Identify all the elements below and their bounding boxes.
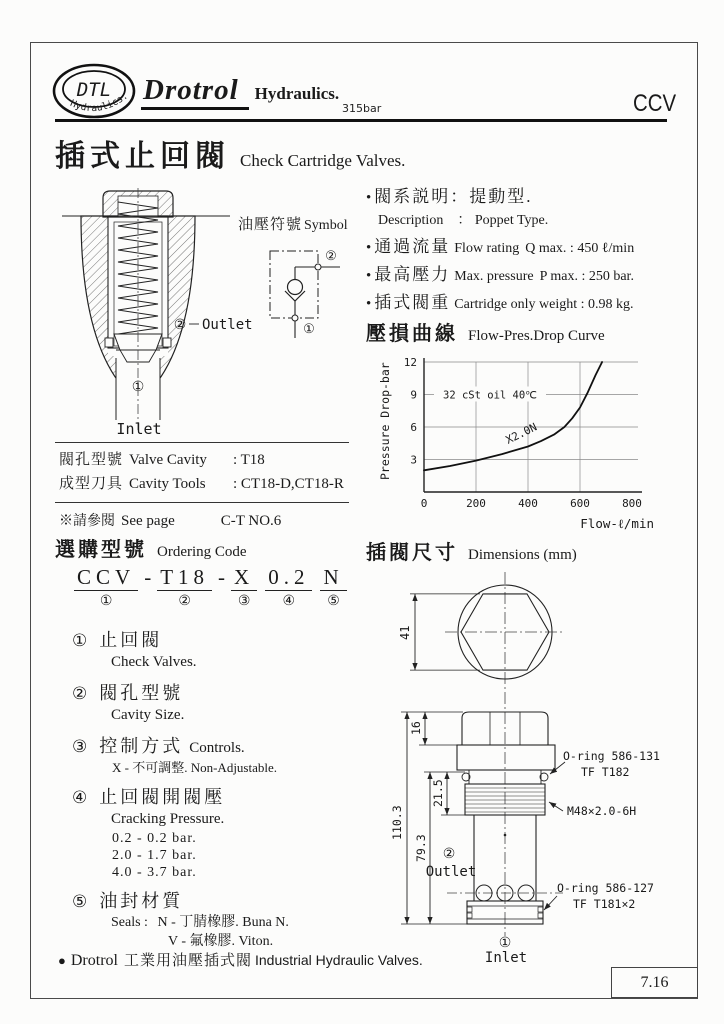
seal-n: N - 丁腈橡膠. Buna N. [157,915,289,930]
inlet-label: Inlet [484,950,528,964]
outlet-port-number: ② [442,846,456,862]
cavity-row2-zh: 成型刀具 [59,476,124,492]
spec-weight-zh: 插式閥重 [374,293,451,312]
spec-description [366,182,694,207]
item-5-num: ⑤ [72,892,88,911]
spec-weight [366,288,694,313]
cavity-row1-value: : T18 [233,452,265,468]
ordering-legend [72,620,372,951]
cavity-rows [55,442,349,503]
page-title-en: Check Cartridge Valves. [240,151,406,170]
brand-row [141,74,339,110]
brand-name: Drotrol [141,74,249,110]
code-dash: - [218,565,226,589]
item-2-num: ② [72,684,88,703]
item-2-en: Cavity Size. [111,707,185,723]
header-rule [55,119,667,122]
code-seg-2: T18 [157,565,212,591]
code-segment [74,565,138,610]
code-seg-5: N [320,565,346,591]
cavity-row2-value: : CT18-D,CT18-R [233,476,344,492]
check-valve-symbol [250,238,355,346]
dim-41: 41 [398,625,412,640]
symbol-port-1: ① [303,322,315,337]
spec-description-en [378,209,694,229]
bullet-icon: • [366,240,372,256]
bullet-icon: • [366,296,372,312]
ordering-title-en: Ordering Code [157,544,247,560]
oring-top-label-2: TF T182 [581,765,630,779]
item-1-zh: 止回閥 [99,630,163,650]
list-item [72,679,372,705]
symbol-title-en: Symbol [304,218,348,233]
cavity-row1-zh: 閥孔型號 [59,452,124,468]
pressure-rating-note: 315bar [342,102,382,115]
code-seg-3: X [231,565,257,591]
item-1-num: ① [72,631,88,650]
spec-pressure [366,260,694,285]
code-segment [157,565,212,610]
code-seg-3-num: ③ [237,594,251,609]
list-item [72,732,372,758]
dim-21-5: 21.5 [431,779,445,807]
spec-pressure-zh: 最高壓力 [374,265,451,284]
spec-weight-value: Cartridge only weight : 0.98 kg. [454,297,634,312]
item-3-num: ③ [72,737,88,756]
dims-title-zh: 插閥尺寸 [366,542,458,564]
inlet-port-number: ① [498,935,512,951]
see-page-value: C-T NO.6 [220,513,282,529]
outlet-label: Outlet [425,864,477,880]
page-title [55,131,405,175]
spec-description-en-label: Description [378,213,444,228]
bullet-icon: ● [58,953,66,968]
footer-brand: Drotrol [70,952,118,969]
product-code: CCV [633,90,677,117]
spec-description-zh: 閥系説明：提動型. [374,187,533,206]
inlet-port-number: ① [131,379,145,395]
seal-v: V - 氟橡膠. Viton. [168,934,274,949]
code-segment [231,565,257,610]
thread-spec-label: M48×2.0-6H [567,804,637,818]
svg-text:9: 9 [410,388,417,402]
cavity-row2-en: Cavity Tools [129,476,206,492]
item-4-zh: 止回閥開閥壓 [99,787,226,807]
cracking-option-3: 4.0 - 3.7 bar. [112,865,197,880]
page-number: 7.16 [611,967,698,998]
flow-pressure-drop-chart [372,352,690,532]
code-seg-4-num: ④ [282,594,296,609]
oring-top-label-1: O-ring 586-131 [563,749,660,763]
svg-text:32 cSt oil 40℃: 32 cSt oil 40℃ [443,389,537,402]
curve-title-en: Flow-Pres.Drop Curve [468,328,605,344]
outlet-label: Outlet [202,317,253,333]
cracking-option-1: 0.2 - 0.2 bar. [112,831,197,846]
code-segment [320,565,346,610]
bullet-icon: • [366,268,372,284]
list-item [72,783,372,809]
spec-pressure-en: Max. pressure [454,269,534,284]
logo-abbr-text: DTL [76,79,112,101]
footer-zh: 工業用油壓插式閥 [123,953,252,969]
spec-flow [366,232,694,257]
svg-text:400: 400 [518,497,538,510]
footer-en: Industrial Hydraulic Valves. [254,952,423,968]
page-title-zh: 插式止回閥 [55,140,230,173]
oring-bottom-label-1: O-ring 586-127 [557,881,654,895]
code-seg-4: 0.2 [265,565,312,591]
svg-text:3: 3 [410,453,417,467]
cavity-row1-en: Valve Cavity [129,452,207,468]
ordering-title-zh: 選購型號 [55,539,147,561]
spec-pressure-value: P max. : 250 bar. [539,269,634,284]
cracking-option-2: 2.0 - 1.7 bar. [112,848,197,863]
cartridge-dimension-drawing [385,562,697,964]
code-segment [265,565,312,610]
item-5-zh: 油封材質 [99,891,184,911]
table-row [59,448,349,472]
dim-110-3: 110.3 [390,805,404,840]
curve-section-title [366,317,605,346]
svg-text:600: 600 [570,497,590,510]
outlet-port-number: ② [173,317,187,333]
logo-sub-text: Hydraulics. [68,90,131,115]
dims-title-en: Dimensions (mm) [468,547,577,563]
dimensions-section-title [366,536,577,565]
item-3-en: Controls. [189,740,245,756]
brand-suffix: Hydraulics. [254,84,340,103]
table-row [59,472,349,496]
code-seg-1: CCV [74,565,138,591]
symbol-port-2: ② [325,249,337,264]
list-item [72,887,372,913]
code-seg-2-num: ② [178,594,191,609]
svg-text:800: 800 [622,497,642,510]
ordering-code [70,565,351,610]
oring-bottom-label-2: TF T181×2 [573,897,636,911]
list-item [72,626,372,652]
x-axis-label: Flow-ℓ/min [580,516,654,531]
dim-16: 16 [409,721,423,735]
svg-text:0: 0 [420,497,428,510]
ordering-section-title [55,533,247,562]
seals-label: Seals : [111,915,148,930]
see-page-note [55,503,349,530]
valve-cross-section-drawing [52,188,257,440]
spec-flow-value: Q max. : 450 ℓ/min [525,241,635,256]
svg-text:6: 6 [410,421,417,434]
dtl-logo [50,63,138,123]
curve-title-zh: 壓損曲線 [366,323,458,345]
valve-cavity-table [55,442,349,530]
code-seg-5-num: ⑤ [327,594,340,609]
y-axis-label: Pressure Drop-bar [378,362,392,480]
code-dash: - [144,565,152,589]
symbol-title [238,213,348,234]
spec-flow-zh: 通過流量 [374,237,451,256]
dim-79-3: 79.3 [414,834,428,862]
svg-text:X2.0N: X2.0N [503,420,540,447]
seal-option-1 [111,913,372,932]
see-page-en: See page [121,513,175,529]
footer-note [58,949,423,970]
item-1-en: Check Valves. [111,654,197,670]
item-2-zh: 閥孔型號 [99,683,184,703]
inlet-label: Inlet [116,420,162,438]
svg-text:200: 200 [466,497,486,510]
spec-list [366,182,694,316]
item-3-sub: X - 不可調整. Non-Adjustable. [112,760,278,775]
item-3-zh: 控制方式 [99,736,184,756]
code-seg-1-num: ① [99,594,113,609]
bullet-icon: • [366,190,372,206]
see-page-zh: ※請參閱 [59,514,115,529]
spec-description-value: ： Poppet Type. [457,213,549,228]
spec-flow-en: Flow rating [454,241,520,256]
item-4-num: ④ [72,788,88,807]
item-4-en: Cracking Pressure. [111,811,225,827]
svg-text:12: 12 [403,356,417,369]
symbol-title-zh: 油壓符號 [238,217,303,233]
